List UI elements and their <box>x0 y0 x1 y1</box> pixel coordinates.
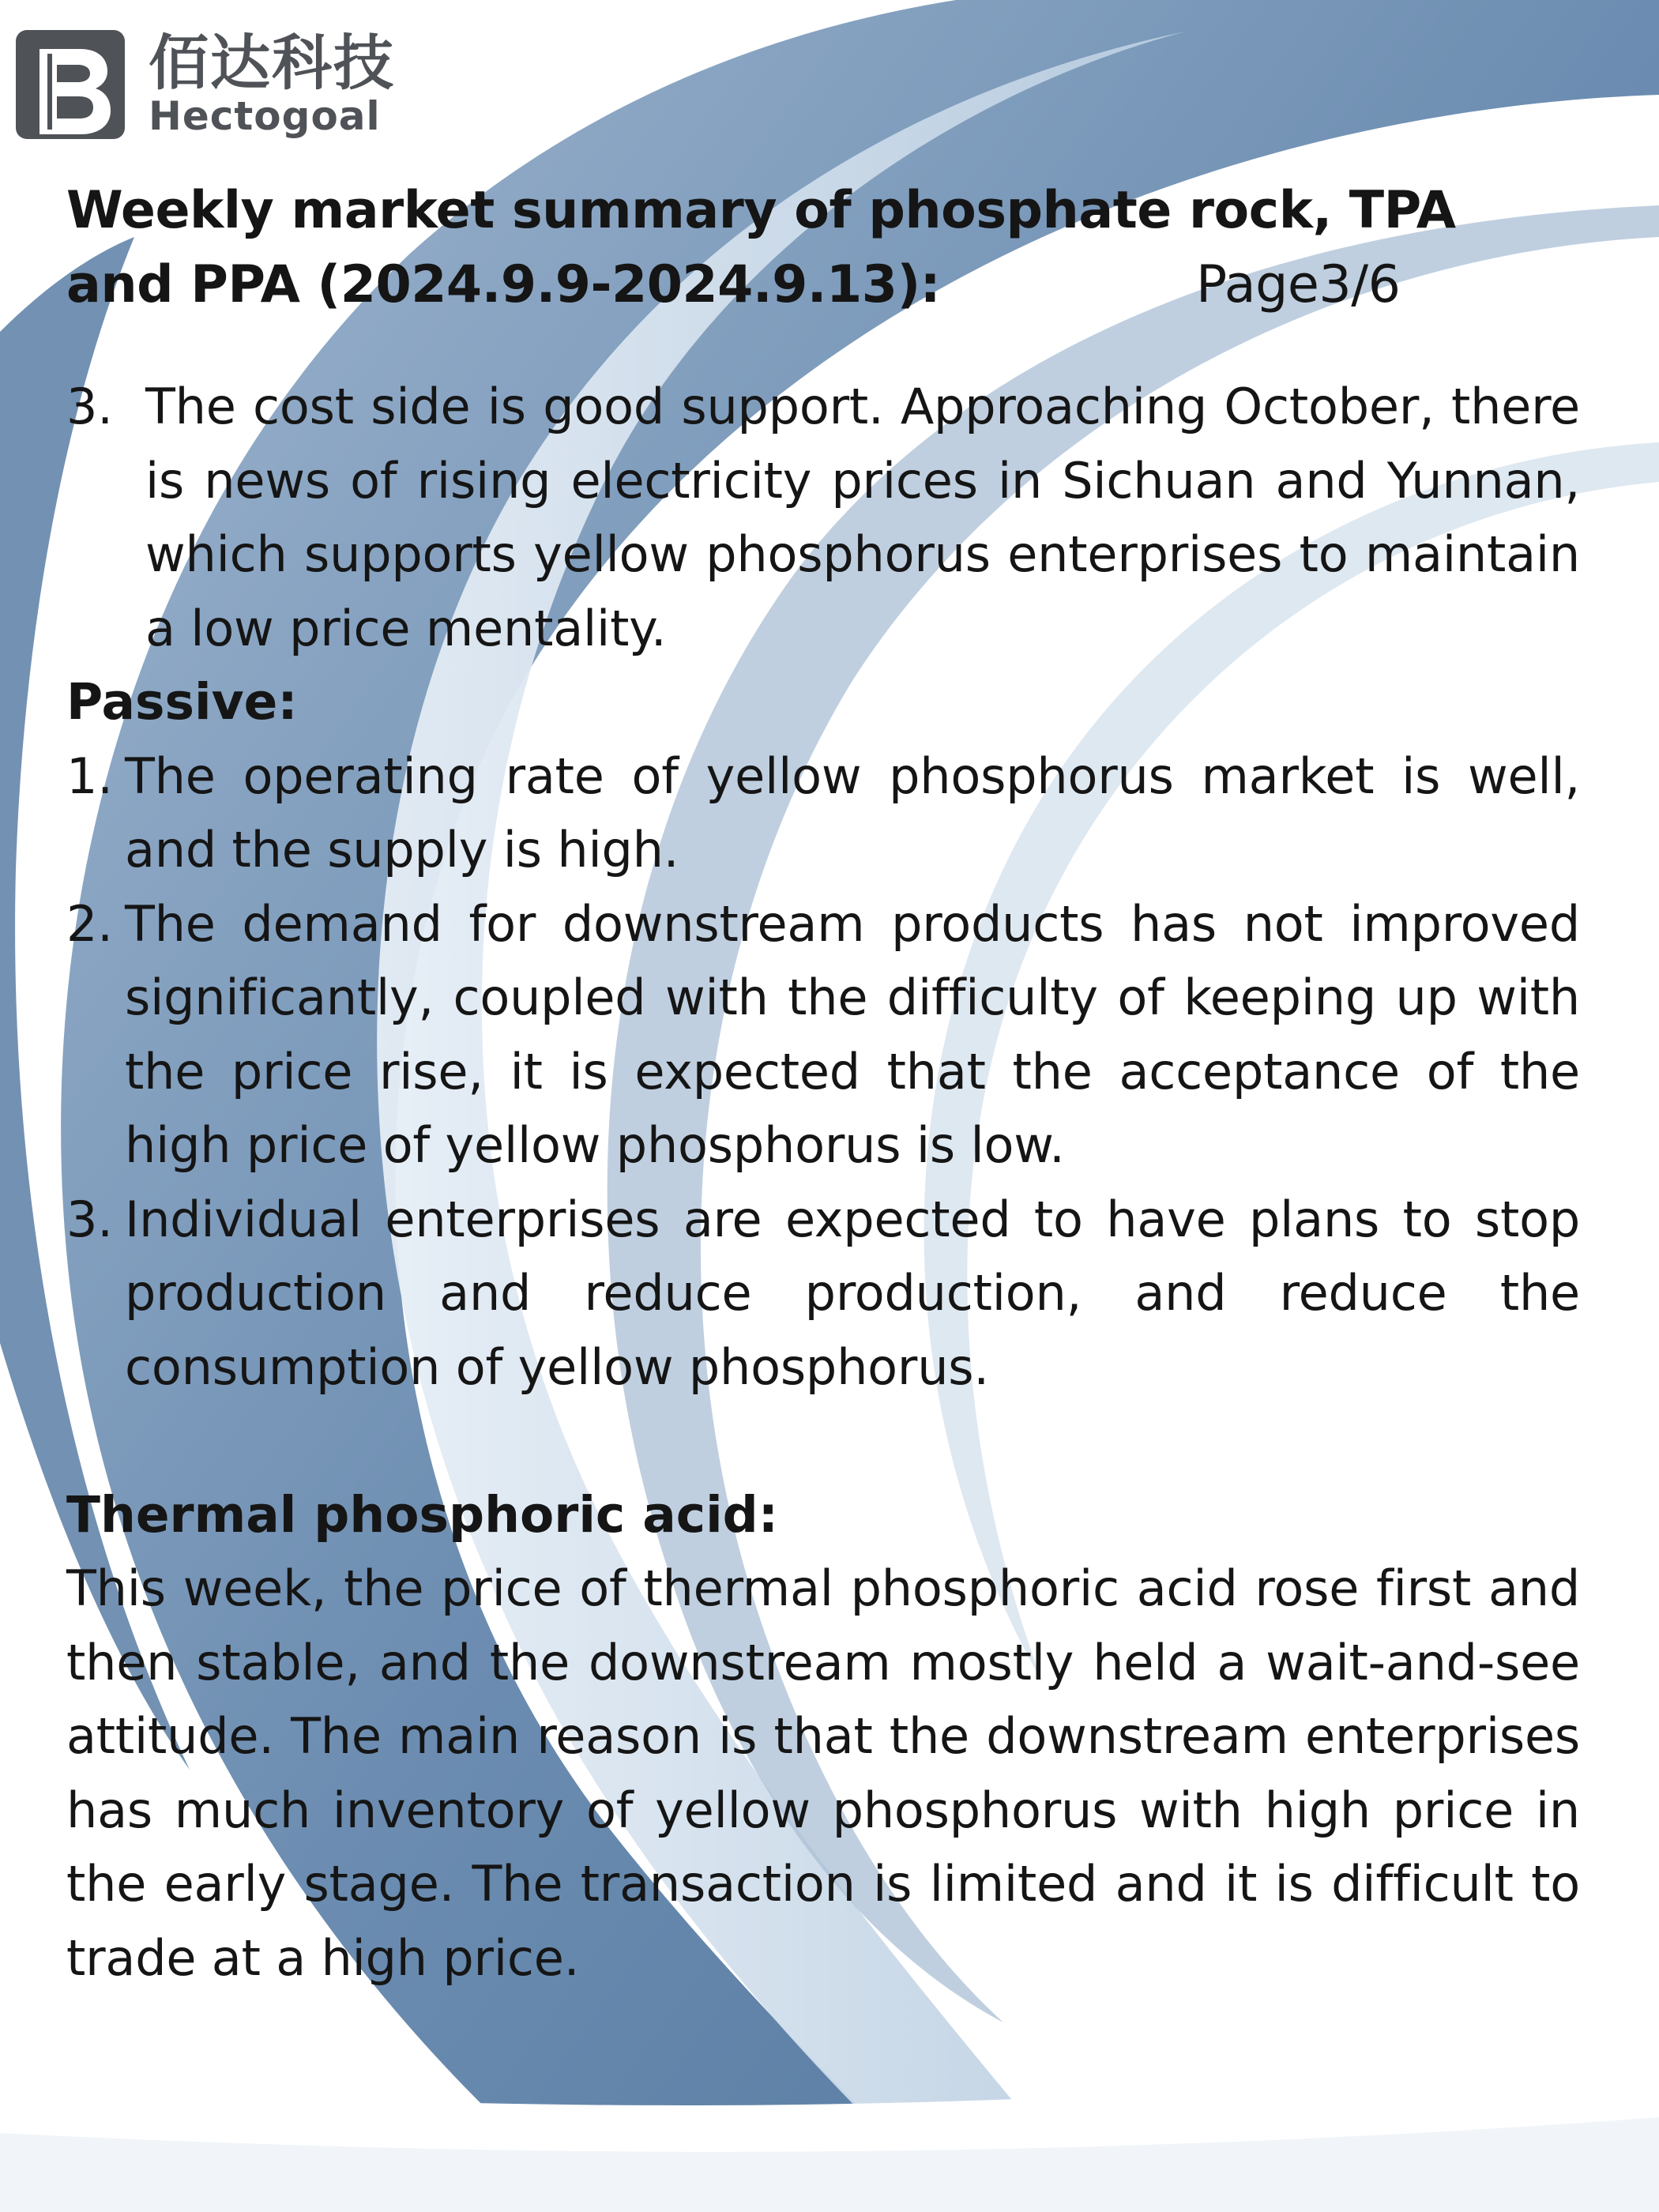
page-number: Page3/6 <box>1196 255 1401 314</box>
passive-item-number: 3. <box>66 1190 113 1248</box>
passive-item <box>66 887 1580 1183</box>
page-title <box>66 174 1580 322</box>
passive-item <box>66 739 1580 887</box>
passive-item-number: 1. <box>66 747 113 805</box>
document-content <box>66 174 1580 1995</box>
cost-item <box>66 370 1580 665</box>
passive-item <box>66 1183 1580 1405</box>
passive-item-text: The demand for downstream products has not improved significantly, coupled with the difficulty of keeping up with the price rise, it is expected that the acceptance of the high price of yellow phosphorus is low. <box>125 894 1580 1174</box>
spacer <box>66 1404 1580 1478</box>
cost-item-text: The cost side is good support. Approaching October, there is news of rising electricity prices in Sichuan and Yunnan, which supports yellow phosphorus enterprises to maintain a low price mentality. <box>145 378 1580 657</box>
brand-name-en: Hectogoal <box>149 93 381 139</box>
passive-heading: Passive: <box>66 673 298 731</box>
thermal-paragraph: This week, the price of thermal phosphoric acid rose first and then stable, and the downstream mostly held a wait-and-see attitude. The main reason is that the downstream enterprises has much inventory of yellow phosphorus with high price in the early stage. The transaction is limited and it is difficult to trade at a high price. <box>66 1559 1580 1987</box>
passive-item-text: Individual enterprises are expected to have plans to stop production and reduce production, and reduce the consumption of yellow phosphorus. <box>125 1190 1580 1396</box>
brand-logo <box>16 30 395 139</box>
cost-item-number: 3. <box>66 378 113 435</box>
passive-item-text: The operating rate of yellow phosphorus market is well, and the supply is high. <box>125 747 1580 878</box>
logo-b-icon <box>16 30 125 139</box>
brand-name-cn: 佰达科技 <box>149 28 395 98</box>
title-line-2: and PPA (2024.9.9-2024.9.13): <box>66 255 941 314</box>
passive-item-number: 2. <box>66 894 113 953</box>
thermal-heading: Thermal phosphoric acid: <box>66 1485 778 1544</box>
title-line-1: Weekly market summary of phosphate rock, TPA <box>66 181 1456 240</box>
